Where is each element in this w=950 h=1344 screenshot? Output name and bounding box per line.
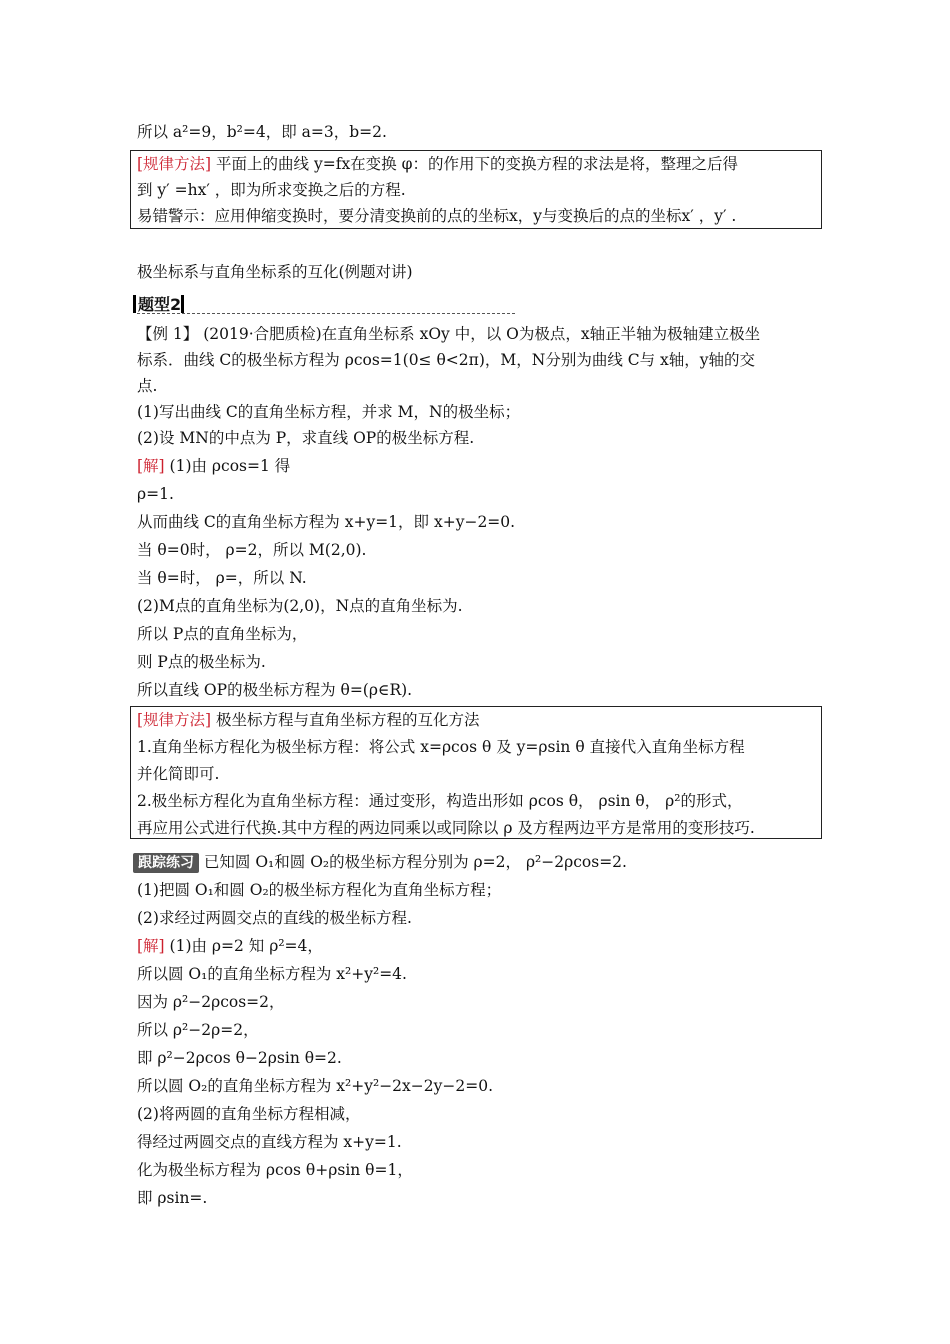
- topic-label-text: 题型2: [138, 295, 182, 314]
- topic-label: [133, 292, 186, 315]
- solution-line: ρ=1.: [137, 485, 174, 503]
- solution-line: 所以 P点的直角坐标为，: [137, 625, 308, 643]
- method-box-2-line-1: 1.直角坐标方程化为极坐标方程：将公式 x=ρcos θ 及 y=ρsin θ 直接代入直角坐标方程: [137, 738, 745, 756]
- method-box-2-line-2: 并化简即可.: [137, 765, 220, 783]
- solution-line: 即 ρsin=.: [137, 1189, 208, 1207]
- method-box-1-line-1: [137, 154, 738, 174]
- solution-line: 化为极坐标方程为 ρcos θ+ρsin θ=1，: [137, 1161, 413, 1179]
- solution-line: 则 P点的极坐标为.: [137, 653, 266, 671]
- solution-2-first-line: [137, 936, 323, 956]
- method-box-1-line-2: 到 y′ =hx′ ，即为所求变换之后的方程.: [137, 181, 406, 199]
- dashed-divider: [137, 313, 515, 314]
- solution-line: 所以 ρ²−2ρ=2，: [137, 1021, 259, 1039]
- solution-1-first-line: [137, 456, 290, 476]
- method-box-2-line-3: 2.极坐标方程化为直角坐标方程：通过变形，构造出形如 ρcos θ， ρsin θ， ρ²的形式，: [137, 792, 743, 810]
- solution-line: 因为 ρ²−2ρcos=2，: [137, 993, 285, 1011]
- solution-line: (2)M点的直角坐标为(2,0)，N点的直角坐标为.: [137, 597, 463, 615]
- example-line: 标系．曲线 C的极坐标方程为 ρcos=1(0≤ θ<2π)，M，N分别为曲线 C与 x轴，y轴的交: [137, 351, 756, 369]
- example-line: 点.: [137, 377, 158, 395]
- method-title: 极坐标方程与直角坐标方程的互化方法: [211, 711, 480, 729]
- topic-bar-icon: [133, 295, 136, 313]
- example-line: (2)设 MN的中点为 P，求直线 OP的极坐标方程.: [137, 429, 475, 447]
- practice-intro: [133, 852, 627, 873]
- solution-line: 即 ρ²−2ρcos θ−2ρsin θ=2.: [137, 1049, 342, 1067]
- practice-intro-text: 已知圆 O₁和圆 O₂的极坐标方程分别为 ρ=2， ρ²−2ρcos=2.: [199, 853, 627, 871]
- solution-line: 从而曲线 C的直角坐标方程为 x+y=1，即 x+y−2=0.: [137, 513, 516, 531]
- section-title: 极坐标系与直角坐标系的互化(例题对讲): [137, 263, 413, 281]
- solution-line: (2)将两圆的直角坐标方程相减，: [137, 1105, 361, 1123]
- solution-tag: [解]: [137, 937, 165, 955]
- example-line: (1)写出曲线 C的直角坐标方程，并求 M，N的极坐标；: [137, 403, 521, 421]
- solution-text: (1)由 ρcos=1 得: [164, 457, 291, 475]
- topic-bar-icon: [181, 295, 184, 313]
- solution-line: 得经过两圆交点的直线方程为 x+y=1.: [137, 1133, 402, 1151]
- solution-line: 所以圆 O₁的直角坐标方程为 x²+y²=4.: [137, 965, 407, 983]
- example-line: 【例 1】 (2019·合肥质检)在直角坐标系 xOy 中，以 O为极点，x轴正半轴为极轴建立极坐: [137, 325, 761, 343]
- solution-line: 所以圆 O₂的直角坐标方程为 x²+y²−2x−2y−2=0.: [137, 1077, 494, 1095]
- practice-line: (1)把圆 O₁和圆 O₂的极坐标方程化为直角坐标方程；: [137, 881, 502, 899]
- practice-tag: 跟踪练习: [133, 853, 199, 873]
- method-tag: [规律方法]: [137, 711, 212, 729]
- method-box-2-line-4: 再应用公式进行代换.其中方程的两边同乘以或同除以 ρ 及方程两边平方是常用的变形技巧.: [137, 819, 755, 837]
- method-tag: [规律方法]: [137, 155, 212, 173]
- practice-line: (2)求经过两圆交点的直线的极坐标方程.: [137, 909, 412, 927]
- solution-line: 当 θ=时， ρ=，所以 N.: [137, 569, 307, 587]
- method-box-2-title: [137, 710, 480, 730]
- solution-line: 所以直线 OP的极坐标方程为 θ=(ρ∈R).: [137, 681, 413, 699]
- solution-text: (1)由 ρ=2 知 ρ²=4，: [164, 937, 323, 955]
- text-line: 所以 a²=9，b²=4，即 a=3，b=2.: [137, 123, 387, 141]
- method-text: 平面上的曲线 y=fx在变换 φ：的作用下的变换方程的求法是将，整理之后得: [211, 155, 738, 173]
- solution-line: 当 θ=0时， ρ=2，所以 M(2,0).: [137, 541, 367, 559]
- solution-tag: [解]: [137, 457, 165, 475]
- method-box-1-line-3: 易错警示：应用伸缩变换时，要分清变换前的点的坐标x，y与变换后的点的坐标x′ ，y′ .: [137, 207, 737, 225]
